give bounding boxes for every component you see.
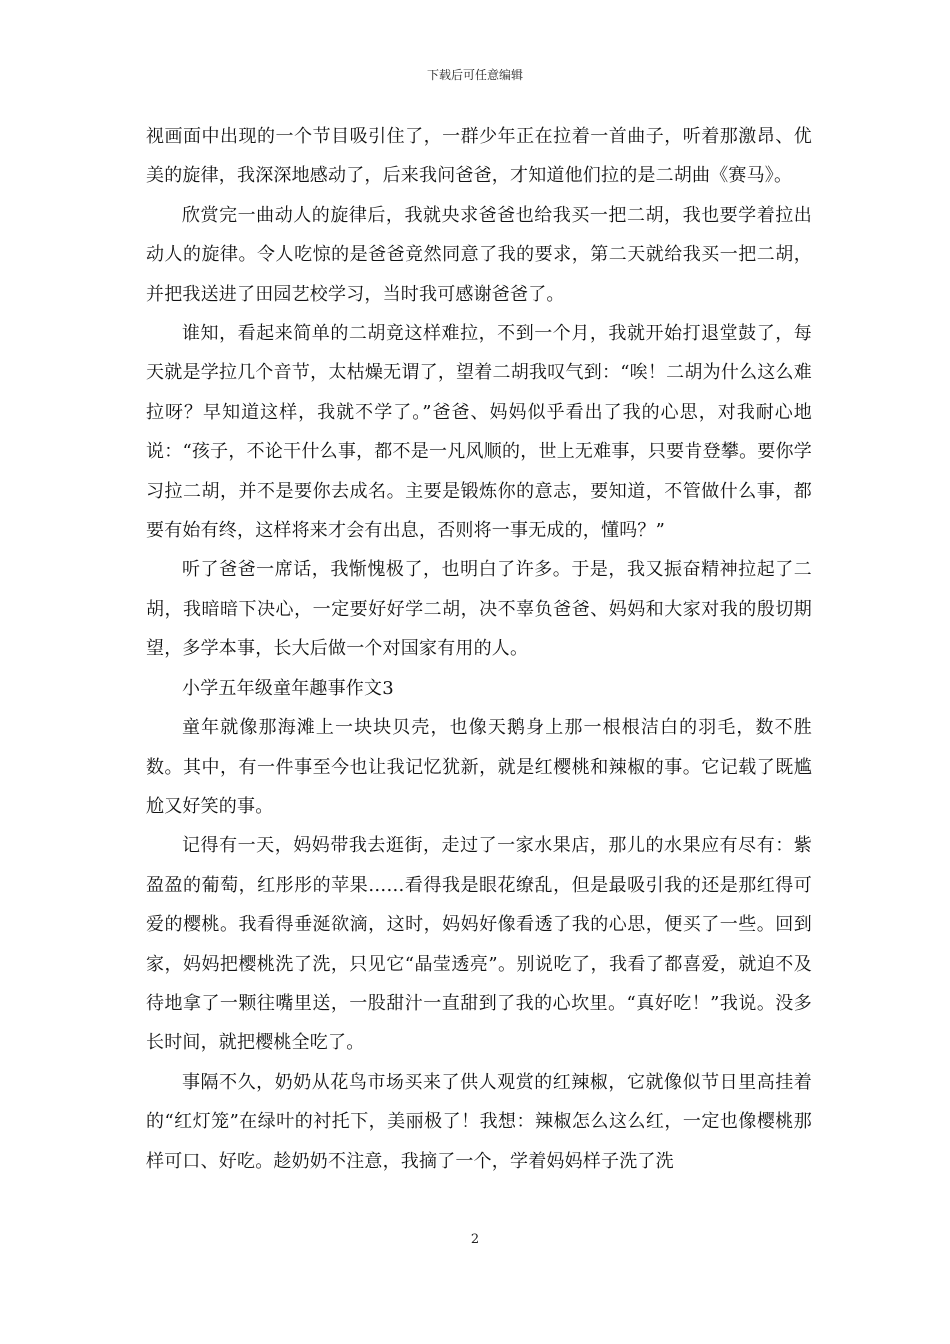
paragraph: 童年就像那海滩上一块块贝壳，也像天鹅身上那一根根洁白的羽毛，数不胜数。其中，有一件事至今也让我记忆犹新，就是红樱桃和辣椒的事。它记载了既尴尬又好笑的事。 (146, 717, 812, 817)
paragraph: 欣赏完一曲动人的旋律后，我就央求爸爸也给我买一把二胡，我也要学着拉出动人的旋律。令人吃惊的是爸爸竟然同意了我的要求，第二天就给我买一把二胡，并把我送进了田园艺校学习，当时我可感谢爸爸了。 (146, 204, 812, 305)
paragraph: 记得有一天，妈妈带我去逛街，走过了一家水果店，那儿的水果应有尽有：紫盈盈的葡萄，红彤彤的苹果……看得我是眼花缭乱，但是最吸引我的还是那红得可爱的樱桃。我看得垂涎欲滴，这时，妈妈好像看透了我的心思，便买了一些。回到家，妈妈把樱桃洗了洗，只见它“晶莹透亮”。别说吃了，我看了都喜爱，就迫不及待地拿了一颗往嘴里送，一股甜汁一直甜到了我的心坎里。“真好吃！”我说。没多长时间，就把樱桃全吃了。 (146, 835, 812, 1054)
page-number: 2 (470, 1232, 480, 1247)
page-header-note: 下载后可任意编辑 (426, 68, 523, 82)
section-heading: 小学五年级童年趣事作文3 (182, 677, 394, 699)
paragraph: 谁知，看起来简单的二胡竟这样难拉，不到一个月，我就开始打退堂鼓了，每天就是学拉几个音节，太枯燥无谓了，望着二胡我叹气到：“唉！二胡为什么这么难拉呀？早知道这样，我就不学了。”爸爸、妈妈似乎看出了我的心思，对我耐心地说：“孩子，不论干什么事，都不是一凡风顺的，世上无难事，只要肯登攀。要你学习拉二胡，并不是要你去成名。主要是锻炼你的意志，要知道，不管做什么事，都要有始有终，这样将来才会有出息，否则将一事无成的，懂吗？” (146, 323, 812, 542)
paragraph: 事隔不久，奶奶从花鸟市场买来了供人观赏的红辣椒，它就像似节日里高挂着的“红灯笼”在绿叶的衬托下，美丽极了！我想：辣椒怎么这么红，一定也像樱桃那样可口、好吃。趁奶奶不注意，我摘了一个，学着妈妈样子洗了洗 (146, 1071, 812, 1172)
paragraph: 视画面中出现的一个节目吸引住了，一群少年正在拉着一首曲子，听着那激昂、优美的旋律，我深深地感动了，后来我问爸爸，才知道他们拉的是二胡曲《赛马》。 (146, 126, 812, 187)
paragraph: 听了爸爸一席话，我惭愧极了，也明白了许多。于是，我又振奋精神拉起了二胡，我暗暗下决心，一定要好好学二胡，决不辜负爸爸、妈妈和大家对我的殷切期望，多学本事，长大后做一个对国家有用的人。 (146, 559, 812, 660)
document-body (146, 117, 812, 1181)
